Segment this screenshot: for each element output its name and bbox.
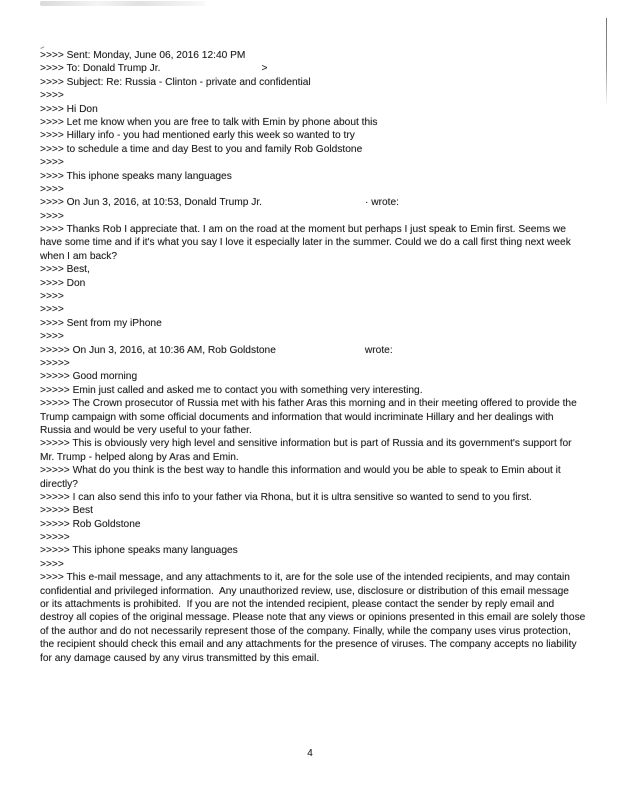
email-line bbox=[40, 103, 618, 116]
email-line-text: >>>> bbox=[40, 90, 64, 102]
email-line bbox=[40, 62, 618, 75]
email-line bbox=[40, 116, 618, 129]
email-line bbox=[40, 531, 618, 544]
email-line bbox=[40, 451, 618, 464]
scan-artifact-smudge bbox=[40, 1, 205, 6]
email-line-text: >>>>> This iphone speaks many languages bbox=[40, 545, 238, 557]
email-line bbox=[40, 384, 618, 397]
email-line-text: >>>>> I can also send this info to your father via Rhona, but it is ultra sensitive so wanted to send to you first. bbox=[40, 491, 532, 503]
email-line bbox=[40, 464, 618, 477]
email-line-text: >>>> bbox=[40, 558, 64, 570]
email-line bbox=[40, 236, 618, 249]
email-line bbox=[40, 638, 618, 651]
email-line-text: >>>>> The Crown prosecutor of Russia met with his father Aras this morning and in their meeting offered to provide the bbox=[40, 398, 577, 410]
email-line bbox=[40, 370, 618, 383]
email-line-text: >>>> bbox=[40, 210, 64, 222]
email-line bbox=[40, 437, 618, 450]
email-line-text: >>>> Sent from my iPhone bbox=[40, 317, 162, 329]
email-line-suffix: · wrote: bbox=[365, 197, 399, 209]
email-line-text: >>>> bbox=[40, 157, 64, 169]
email-line-text: >>>>> Good morning bbox=[40, 371, 138, 383]
email-line-text: >>>> To: Donald Trump Jr. bbox=[40, 63, 161, 75]
email-line bbox=[40, 652, 618, 665]
email-line-text: >>>> bbox=[40, 331, 64, 343]
email-line-suffix: wrote: bbox=[364, 344, 393, 356]
email-line bbox=[40, 585, 618, 598]
email-line-text: >>>>> Emin just called and asked me to contact you with something very interesting. bbox=[40, 384, 423, 396]
email-line-text: >>>> Subject: Re: Russia - Clinton - private and confidential bbox=[40, 76, 311, 88]
email-line-text: >>>> This e-mail message, and any attachments to it, are for the sole use of the intended recipients, and may contain bbox=[40, 572, 570, 584]
email-line bbox=[40, 478, 618, 491]
email-line bbox=[40, 397, 618, 410]
email-line bbox=[40, 571, 618, 584]
email-line bbox=[40, 598, 618, 611]
email-line-text: >>>> bbox=[40, 183, 64, 195]
email-line-text: >>>> Thanks Rob I appreciate that. I am on the road at the moment but perhaps I just speak to Emin first. Seems we bbox=[40, 224, 566, 236]
email-line bbox=[40, 344, 618, 357]
email-line-text: directly? bbox=[40, 478, 78, 490]
email-line-text: confidential and privileged information. Any unauthorized review, use, disclosure or distribution of this email message bbox=[40, 585, 569, 597]
email-line bbox=[40, 143, 618, 156]
email-line-text: >>>>> This is obviously very high level and sensitive information but is part of Russia and its government's support for bbox=[40, 438, 572, 450]
email-line bbox=[40, 357, 618, 370]
email-line bbox=[40, 49, 618, 62]
email-thread-text bbox=[40, 49, 618, 665]
email-line bbox=[40, 491, 618, 504]
email-line bbox=[40, 170, 618, 183]
email-line-text: >>>>> What do you think is the best way to handle this information and would you be able to speak to Emin about it bbox=[40, 465, 561, 477]
email-line-text: >>>> Don bbox=[40, 277, 86, 289]
email-line bbox=[40, 129, 618, 142]
email-line bbox=[40, 263, 618, 276]
email-line-text: >>>> bbox=[40, 291, 64, 303]
email-line bbox=[40, 611, 618, 624]
email-line bbox=[40, 250, 618, 263]
email-line bbox=[40, 625, 618, 638]
email-line bbox=[40, 277, 618, 290]
email-line-text: or its attachments is prohibited. If you are not the intended recipient, please contact the sender by reply email and bbox=[40, 599, 555, 611]
email-line-text: >>>> Sent: Monday, June 06, 2016 12:40 PM bbox=[40, 50, 246, 61]
email-line bbox=[40, 518, 618, 531]
email-line bbox=[40, 330, 618, 343]
email-line-text: destroy all copies of the original message. Please note that any views or opinions presented in this email are solely those bbox=[40, 612, 586, 624]
email-line bbox=[40, 558, 618, 571]
email-line-text: when I am back? bbox=[40, 250, 118, 262]
email-line-text: the recipient should check this email and any attachments for the presence of viruses. The company accepts no liability bbox=[40, 639, 577, 651]
email-line-text: >>>>> bbox=[40, 357, 70, 369]
email-line-text: >>>> to schedule a time and day Best to you and family Rob Goldstone bbox=[40, 143, 363, 155]
email-line-text: >>>> On Jun 3, 2016, at 10:53, Donald Trump Jr. bbox=[40, 197, 263, 209]
email-line-text: have some time and if it's what you say I love it especially later in the summer. Could we do a call first thing next week bbox=[40, 237, 571, 249]
email-line-text: Mr. Trump - helped along by Aras and Emin. bbox=[40, 451, 239, 463]
email-line bbox=[40, 223, 618, 236]
email-line bbox=[40, 183, 618, 196]
email-line-suffix: > bbox=[261, 63, 268, 75]
email-line bbox=[40, 303, 618, 316]
email-line bbox=[40, 544, 618, 557]
email-line-text: Trump campaign with some official documents and information that would incriminate Hillary and her dealings with bbox=[40, 411, 554, 423]
email-line-text: >>>> Best, bbox=[40, 264, 90, 276]
email-line-text: of the author and do not necessarily represent those of the company. Finally, while the company uses virus protection, bbox=[40, 625, 571, 637]
email-line bbox=[40, 89, 618, 102]
email-line bbox=[40, 290, 618, 303]
email-line-text: >>>> Hi Don bbox=[40, 103, 98, 115]
email-line-text: >>>>> Best bbox=[40, 505, 93, 517]
email-line bbox=[40, 317, 618, 330]
email-line bbox=[40, 196, 618, 209]
email-line-text: Russia and would be very useful to your father. bbox=[40, 424, 252, 436]
email-line-text: >>>>> On Jun 3, 2016, at 10:36 AM, Rob Goldstone bbox=[40, 344, 276, 356]
email-line-text: >>>> bbox=[40, 304, 64, 316]
email-line-text: >>>> Let me know when you are free to talk with Emin by phone about this bbox=[40, 116, 378, 128]
email-line-text: for any damage caused by any virus transmitted by this email. bbox=[40, 652, 320, 664]
email-line bbox=[40, 411, 618, 424]
page-number: 4 bbox=[307, 748, 313, 759]
email-line bbox=[40, 424, 618, 437]
email-line bbox=[40, 76, 618, 89]
email-line bbox=[40, 156, 618, 169]
email-line bbox=[40, 210, 618, 223]
email-line-text: >>>> Hillary info - you had mentioned early this week so wanted to try bbox=[40, 130, 355, 142]
email-line-text: >>>> This iphone speaks many languages bbox=[40, 170, 232, 182]
email-line bbox=[40, 504, 618, 517]
email-line-text: >>>>> Rob Goldstone bbox=[40, 518, 141, 530]
email-line-text: >>>>> bbox=[40, 532, 70, 544]
